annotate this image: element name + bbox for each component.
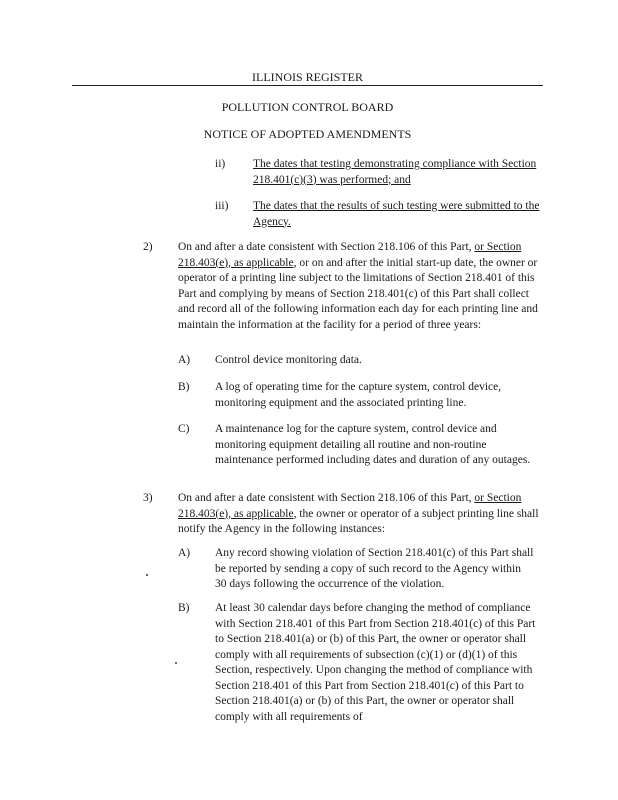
paragraph-2-text	[178, 240, 543, 333]
paragraph-3-text-start: On and after a date consistent with Section 218.106 of this Part,	[178, 492, 475, 504]
p3-b-text: At least 30 calendar days before changing the method of compliance with Section 218.401 of this Part from Section 218.401(c) of this Part to Section 218.401(a) or (b) of this Part, the owner or operator shall comply with all requirements of subsection (c)(1) or (d)(1) of this Section, respectively. Upon changing the method of compliance with Section 218.401 of this Part from Section 218.401(c) of this Part to Section 218.401(a) or (b) of this Part, the owner or operator shall comply with all requirements of	[215, 602, 536, 723]
paragraph-3-text	[178, 491, 543, 538]
item-iii-label: iii)	[215, 200, 229, 212]
agency-title: POLLUTION CONTROL BOARD	[221, 100, 394, 114]
item-iii-text	[253, 199, 543, 230]
p2-a-label: A)	[178, 354, 191, 366]
item-iii-inserted-text: The dates that the results of such testing were submitted to the Agency.	[253, 200, 540, 228]
p2-c-text: A maintenance log for the capture system, control device and monitoring equipment detailing all routine and non-routine maintenance performed including dates and duration of any outages.	[215, 423, 531, 466]
p2-a-text: Control device monitoring data.	[215, 354, 362, 366]
scan-speck	[175, 662, 177, 664]
item-ii-label: ii)	[215, 158, 226, 170]
notice-title: NOTICE OF ADOPTED AMENDMENTS	[203, 127, 412, 141]
item-ii-text	[253, 157, 543, 188]
paragraph-2-text-end: or on and after the initial start-up date, the owner or operator of a printing line subject to the limitations of Section 218.401 of this Part and complying by means of Section 218.401(c) of this Part shall collect and record all of the following information each day for each printing line and maintain the information at the facility for a period of three years:	[178, 256, 538, 331]
paragraph-2-text-start: On and after a date consistent with Section 218.106 of this Part,	[178, 241, 475, 253]
register-title: ILLINOIS REGISTER	[252, 70, 363, 84]
p3-a-label: A)	[178, 547, 191, 559]
p2-b-label: B)	[178, 381, 190, 393]
p3-a-text: Any record showing violation of Section 218.401(c) of this Part shall be reported by sending a copy of such record to the Agency within 30 days following the occurrence of the violation.	[215, 547, 534, 590]
paragraph-3-label: 3)	[143, 492, 153, 504]
scan-speck	[146, 574, 148, 576]
p3-b-label: B)	[178, 602, 190, 614]
paragraph-2-label: 2)	[143, 241, 153, 253]
item-ii-inserted-text: The dates that testing demonstrating compliance with Section 218.401(c)(3) was performed; and	[253, 158, 537, 186]
paragraph-3-text-end: the owner or operator of a subject printing line shall notify the Agency in the following instances:	[178, 507, 539, 535]
p2-c-label: C)	[178, 423, 190, 435]
paragraph-3-inserted-text: or Section 218.403(e), as applicable,	[178, 492, 522, 520]
paragraph-2-inserted-text: or Section 218.403(e), as applicable,	[178, 241, 522, 269]
p2-b-text: A log of operating time for the capture system, control device, monitoring equipment and the associated printing line.	[215, 381, 502, 409]
header-rule	[72, 85, 543, 86]
